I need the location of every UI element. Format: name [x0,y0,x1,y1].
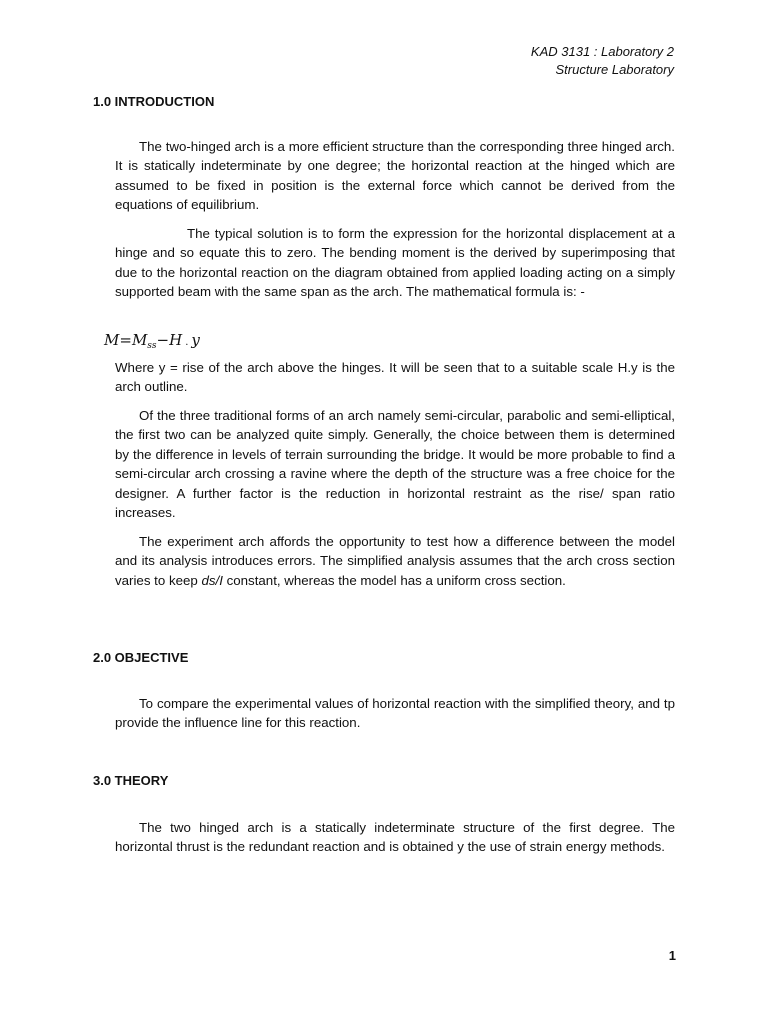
intro-paragraph-4: Of the three traditional forms of an arch namely semi-circular, parabolic and semi-elliptical, the first two can be analyzed quite simply. Generally, the choice between them is determined by the difference in levels of terrain surrounding the bridge. It would be more probable to find a semi-circular arch crossing a ravine where the depth of the structure was a free choice for the designer. A further factor is the reduction in horizontal restraint as the rise/ span ratio increases. [115,408,675,521]
formula-subscript-ss: ss [147,341,157,351]
header-subtitle: Structure Laboratory [555,62,674,77]
intro-paragraph-1: The two-hinged arch is a more efficient structure than the corresponding three hinged arch. It is statically indeterminate by one degree; the horizontal reaction at the hinged which are assumed to be fixed in position is the external force which cannot be derived from the equations of equilibrium. [115,139,675,213]
intro-paragraph-2: The typical solution is to form the expression for the horizontal displacement at a hinge and so equate this to zero. The bending moment is the derived by superimposing that due to the horizontal reaction on the diagram obtained from applied loading acting on a simply supported beam with the same span as the arch. The mathematical formula is: - [115,226,675,300]
formula-minus: − [156,331,170,349]
bending-moment-formula [104,330,200,356]
heading-theory: 3.0 THEORY [93,773,169,788]
intro-paragraph-5-italic: ds/I [201,572,223,588]
objective-paragraph: To compare the experimental values of horizontal reaction with the simplified theory, and tp provide the influence line for this reaction. [115,696,675,731]
page-number: 1 [668,948,676,963]
formula-equals: = [119,331,132,349]
theory-paragraph: The two hinged arch is a statically indeterminate structure of the first degree. The horizontal thrust is the redundant reaction and is obtained y the use of strain energy methods. [115,820,675,855]
formula-term-h: H [169,331,183,349]
formula-dot: . [185,337,189,348]
intro-paragraph-5 [115,532,675,590]
intro-paragraph-5-text-b: constant, whereas the model has a uniform cross section. [222,572,566,588]
formula-term-mss: M [131,331,148,349]
heading-introduction: 1.0 INTRODUCTION [93,94,215,109]
formula-lhs: M [104,331,120,349]
heading-objective: 2.0 OBJECTIVE [93,650,189,665]
formula-term-y: y [191,331,200,349]
header-course: KAD 3131 : Laboratory 2 [530,44,674,59]
intro-paragraph-3: Where y = rise of the arch above the hinges. It will be seen that to a suitable scale H.y is the arch outline. [115,360,675,395]
intro-paragraph-5-text-a: The experiment arch affords the opportunity to test how a difference between the model and its analysis introduces errors. The simplified analysis assumes that the arch cross section varies to keep [115,534,675,588]
